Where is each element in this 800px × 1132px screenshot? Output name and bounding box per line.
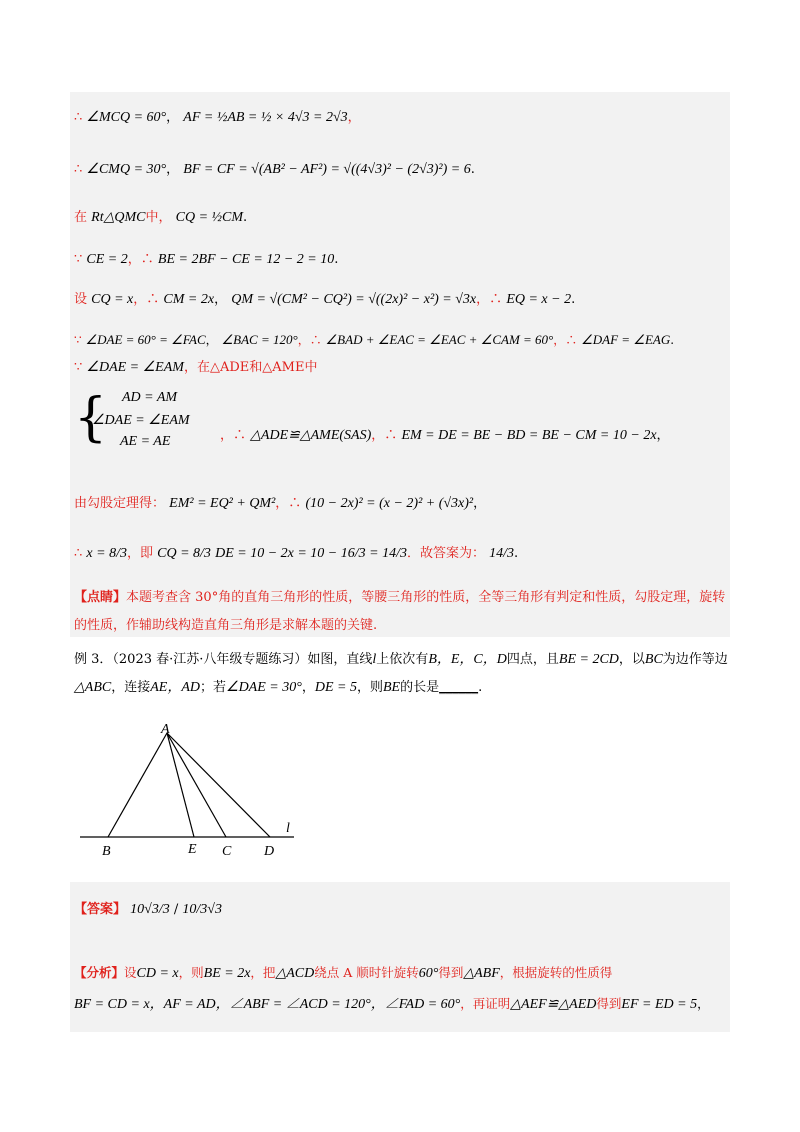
text: 由勾股定理得： bbox=[74, 496, 166, 511]
text: 的长是 bbox=[400, 680, 440, 695]
math-expr: ∠BAD + ∠EAC = ∠EAC + ∠CAM = 60° bbox=[325, 332, 554, 347]
example-label: 例 3． bbox=[74, 652, 113, 667]
punct: . bbox=[470, 162, 475, 177]
label-l: l bbox=[286, 821, 290, 836]
math-expr: ∠DAF = ∠EAG bbox=[581, 332, 671, 347]
math-expr: B，E，C，D bbox=[428, 652, 507, 667]
math-expr: △ADE≌△AME(SAS) bbox=[250, 428, 372, 443]
math-expr: DE = 5 bbox=[314, 680, 357, 695]
comment-text: 本题考查含 30°角的直角三角形的性质，等腰三角形的性质，全等三角形有判定和性质，勾股定理，旋转的性质，作辅助线构造直角三角形是求解本题的关键. bbox=[74, 590, 726, 633]
math-expr: ∠DAE = 60° = ∠FAC bbox=[85, 332, 206, 347]
math-expr: CQ = ½CM bbox=[175, 210, 244, 225]
text: 为边作等边 bbox=[662, 652, 728, 667]
therefore-symbol: ，∴ bbox=[220, 428, 247, 443]
therefore-symbol: ，∴ bbox=[297, 333, 322, 347]
therefore-symbol: ，∴ bbox=[133, 292, 160, 307]
punct: . bbox=[670, 333, 675, 347]
math-expr: ∠BAC = 120° bbox=[221, 332, 298, 347]
segment-AE bbox=[167, 733, 194, 837]
brace: { bbox=[74, 388, 108, 448]
label-E: E bbox=[188, 842, 197, 857]
text: 上依次有 bbox=[376, 652, 429, 667]
therefore-symbol: ，∴ bbox=[371, 428, 398, 443]
text: 如图，直线 bbox=[307, 652, 373, 667]
analysis-tag: 【分析】 bbox=[74, 965, 125, 980]
math-expr: BE bbox=[382, 680, 401, 695]
solution-line-5: 设 CQ = x，∴ CM = 2x， QM = √(CM² − CQ²) = √((2x)² − x²) = √3x，∴ EQ = x − 2. bbox=[74, 292, 576, 307]
text: ，在△ADE和△AME中 bbox=[183, 360, 318, 375]
answer-tag: 【答案】 bbox=[74, 902, 127, 917]
math-expr: AF = ½AB = ½ × 4√3 = 2√3 bbox=[183, 110, 348, 125]
solution-line-6: ∵ ∠DAE = 60° = ∠FAC， ∠BAC = 120°，∴ ∠BAD + ∠EAC = ∠EAC + ∠CAM = 60°，∴ ∠DAF = ∠EAG. bbox=[74, 332, 675, 347]
math-expr: (10 − 2x)² = (x − 2)² + (√3x)² bbox=[305, 496, 474, 511]
label-A: A bbox=[161, 722, 170, 737]
text: 得到 bbox=[596, 996, 622, 1011]
math-expr: ∠DAE = 30° bbox=[226, 680, 302, 695]
text: ；若 bbox=[200, 680, 227, 695]
punct: . bbox=[243, 210, 248, 225]
math-expr: BF = CF = √(AB² − AF²) = √((4√3)² − (2√3)²) = 6 bbox=[183, 162, 471, 177]
math-expr: △AEF≌△AED bbox=[510, 997, 597, 1012]
text: 绕点 A 顺时针旋转 bbox=[314, 965, 419, 980]
system-row-2: ∠DAE = ∠EAM bbox=[92, 413, 190, 428]
math-expr: CE = 2 bbox=[86, 252, 128, 267]
math-expr: ，∠ABF = ∠ACD = 120° bbox=[215, 997, 371, 1012]
example-source: （2023 春·江苏·八年级专题练习） bbox=[112, 652, 308, 667]
answer-separator: / bbox=[173, 902, 179, 917]
math-expr: x = 8/3 bbox=[86, 546, 127, 561]
math-expr: l bbox=[372, 652, 377, 667]
segment-AD bbox=[167, 733, 270, 837]
punct: ， bbox=[656, 428, 670, 443]
math-expr: EF = ED = 5 bbox=[621, 997, 698, 1012]
text: ，根据旋转的性质得 bbox=[499, 965, 613, 980]
system-row-1: AD = AM bbox=[122, 390, 178, 405]
punct: ， bbox=[473, 496, 487, 511]
math-expr: AE，AD bbox=[150, 680, 200, 695]
solution-line-7 bbox=[74, 358, 317, 378]
example-block bbox=[74, 646, 734, 702]
therefore-symbol: ，∴ bbox=[476, 292, 503, 307]
geometry-figure bbox=[70, 720, 330, 870]
math-expr: DE = 10 − 2x = 10 − 16/3 = 14/3 bbox=[215, 546, 407, 561]
math-expr: ∠CMQ = 30° bbox=[86, 162, 167, 177]
solution-line-8 bbox=[74, 494, 486, 514]
text: 在 bbox=[74, 210, 88, 225]
math-expr: Rt△QMC bbox=[91, 210, 146, 225]
therefore-symbol: ∴ bbox=[74, 546, 83, 561]
answer-blank: ______ bbox=[439, 680, 479, 695]
text: ，把 bbox=[250, 965, 276, 980]
math-expr: QM = √(CM² − CQ²) = √((2x)² − x²) = √3x bbox=[231, 292, 477, 307]
math-expr: 14/3 bbox=[489, 546, 515, 561]
because-symbol: ∵ bbox=[74, 360, 83, 375]
punct: ， bbox=[347, 110, 361, 125]
math-expr: CQ = x bbox=[91, 292, 134, 307]
punct: . bbox=[334, 252, 339, 267]
math-expr: △ABF bbox=[463, 966, 500, 981]
text: 设 bbox=[74, 292, 88, 307]
text: ，再证明 bbox=[460, 996, 511, 1011]
therefore-symbol: ，∴ bbox=[127, 252, 154, 267]
system-conclusion bbox=[220, 424, 670, 444]
math-expr: △ABC bbox=[74, 680, 112, 695]
therefore-symbol: ∴ bbox=[74, 110, 83, 125]
text: ，以 bbox=[618, 652, 645, 667]
math-expr: △ACD bbox=[275, 966, 315, 981]
math-expr: EM² = EQ² + QM² bbox=[169, 496, 276, 511]
text: ，连接 bbox=[111, 680, 151, 695]
punct: . bbox=[571, 292, 576, 307]
comment-block bbox=[74, 584, 734, 640]
math-expr: BF = CD = x，AF = AD bbox=[74, 997, 216, 1012]
segment-AC bbox=[167, 733, 226, 837]
text: ， bbox=[301, 680, 315, 695]
solution-line-1: ∴ ∠MCQ = 60°， AF = ½AB = ½ × 4√3 = 2√3， bbox=[74, 110, 361, 125]
text: 设 bbox=[124, 965, 137, 980]
answer-line bbox=[74, 900, 222, 920]
punct: . bbox=[514, 546, 519, 561]
solution-line-9 bbox=[74, 544, 518, 564]
text: ，则 bbox=[178, 965, 204, 980]
math-expr: CD = x bbox=[136, 966, 179, 981]
therefore-symbol: ∴ bbox=[74, 162, 83, 177]
math-expr: ∠DAE = ∠EAM bbox=[86, 360, 184, 375]
text: 四点，且 bbox=[506, 652, 559, 667]
text: 得到 bbox=[438, 965, 464, 980]
math-expr: BE = 2BF − CE = 12 − 2 = 10 bbox=[157, 252, 335, 267]
math-expr: CM = 2x bbox=[163, 292, 215, 307]
math-expr: ，∠FAD = 60° bbox=[370, 997, 461, 1012]
solution-line-2: ∴ ∠CMQ = 30°， BF = CF = √(AB² − AF²) = √((4√3)² − (2√3)²) = 6. bbox=[74, 162, 475, 177]
punct: ， bbox=[697, 996, 710, 1011]
answer-value-1: 10√3/3 bbox=[130, 902, 170, 917]
therefore-symbol: ，∴ bbox=[275, 496, 302, 511]
therefore-symbol: ，∴ bbox=[553, 333, 578, 347]
comment-tag: 【点睛】 bbox=[74, 590, 127, 605]
punct: . bbox=[478, 680, 483, 695]
math-expr: ∠MCQ = 60° bbox=[86, 110, 167, 125]
math-expr: CQ = 8/3 bbox=[157, 546, 211, 561]
analysis-block bbox=[74, 958, 734, 1020]
solution-line-4 bbox=[74, 250, 338, 270]
math-expr: 60° bbox=[418, 966, 439, 981]
text: ，则 bbox=[356, 680, 383, 695]
math-expr: BE = 2CD bbox=[558, 652, 619, 667]
math-expr: EM = DE = BE − BD = BE − CM = 10 − 2x bbox=[401, 428, 657, 443]
because-symbol: ∵ bbox=[74, 333, 82, 347]
math-expr: BE = 2x bbox=[203, 966, 251, 981]
math-expr: BC bbox=[644, 652, 663, 667]
because-symbol: ∵ bbox=[74, 252, 83, 267]
equation-system bbox=[70, 384, 730, 464]
answer-value-2: 10/3√3 bbox=[182, 902, 222, 917]
text: 中， bbox=[145, 210, 172, 225]
system-row-3: AE = AE bbox=[120, 434, 171, 449]
label-C: C bbox=[222, 844, 232, 859]
solution-line-3 bbox=[74, 208, 247, 228]
label-B: B bbox=[102, 844, 111, 859]
math-expr: EQ = x − 2 bbox=[506, 292, 572, 307]
label-D: D bbox=[264, 844, 275, 859]
text: ．故答案为： bbox=[406, 546, 485, 561]
segment-AB bbox=[108, 733, 167, 837]
text: ，即 bbox=[126, 546, 153, 561]
